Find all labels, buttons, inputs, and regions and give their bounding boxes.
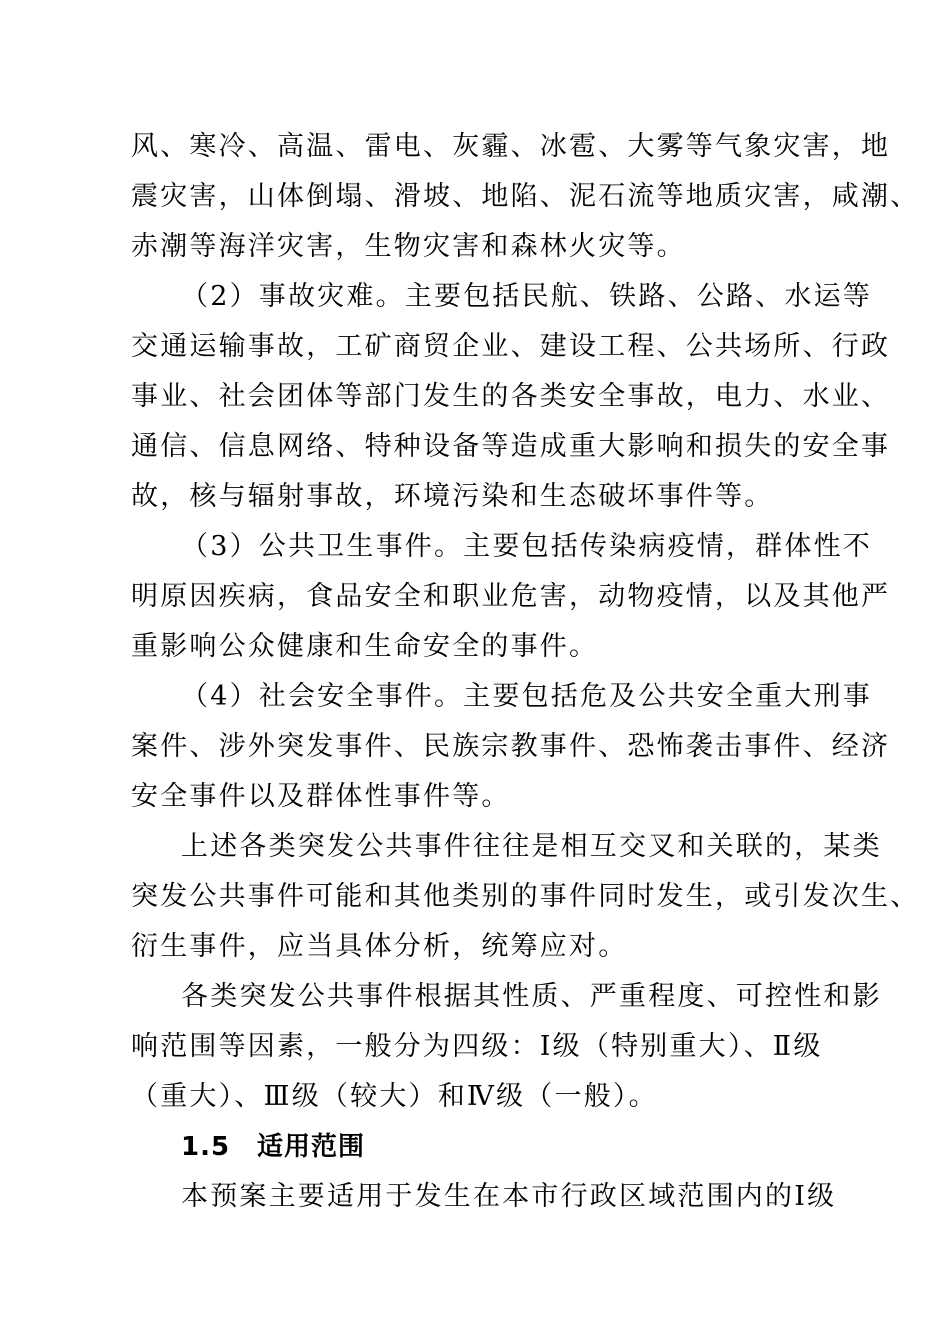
text-line: 事业、社会团体等部门发生的各类安全事故，电力、水业、 (131, 381, 891, 412)
text-line: 安全事件以及群体性事件等。 (131, 781, 511, 812)
text-line: 重影响公众健康和生命安全的事件。 (131, 631, 599, 662)
text-line: 响范围等因素，一般分为四级：Ⅰ级（特别重大）、Ⅱ级 (131, 1031, 823, 1062)
paragraph-start-line: （3）公共卫生事件。主要包括传染病疫情，群体性不 (181, 531, 872, 562)
text-line: 突发公共事件可能和其他类别的事件同时发生，或引发次生、 (131, 881, 920, 912)
text-line: 震灾害，山体倒塌、滑坡、地陷、泥石流等地质灾害，咸潮、 (131, 181, 920, 212)
paragraph-start-line: （4）社会安全事件。主要包括危及公共安全重大刑事 (181, 681, 872, 712)
paragraph-start-line: 本预案主要适用于发生在本市行政区域范围内的Ⅰ级 (181, 1181, 837, 1212)
text-line: 交通运输事故，工矿商贸企业、建设工程、公共场所、行政 (131, 331, 891, 362)
text-line: （重大）、Ⅲ级（较大）和Ⅳ级（一般）。 (131, 1081, 658, 1112)
paragraph-start-line: 各类突发公共事件根据其性质、严重程度、可控性和影 (181, 981, 882, 1012)
paragraph-start-line: 上述各类突发公共事件往往是相互交叉和关联的，某类 (181, 831, 882, 862)
text-line: 风、寒冷、高温、雷电、灰霾、冰雹、大雾等气象灾害，地 (131, 131, 891, 162)
text-line: 故，核与辐射事故，环境污染和生态破坏事件等。 (131, 481, 774, 512)
text-line: 衍生事件，应当具体分析，统筹应对。 (131, 931, 628, 962)
section-heading: 1.5 适用范围 (181, 1132, 366, 1162)
text-line: 赤潮等海洋灾害，生物灾害和森林火灾等。 (131, 231, 686, 262)
text-line: 案件、涉外突发事件、民族宗教事件、恐怖袭击事件、经济 (131, 731, 891, 762)
text-line: 通信、信息网络、特种设备等造成重大影响和损失的安全事 (131, 431, 891, 462)
text-line: 明原因疾病，食品安全和职业危害，动物疫情，以及其他严 (131, 581, 891, 612)
paragraph-start-line: （2）事故灾难。主要包括民航、铁路、公路、水运等 (181, 281, 872, 312)
